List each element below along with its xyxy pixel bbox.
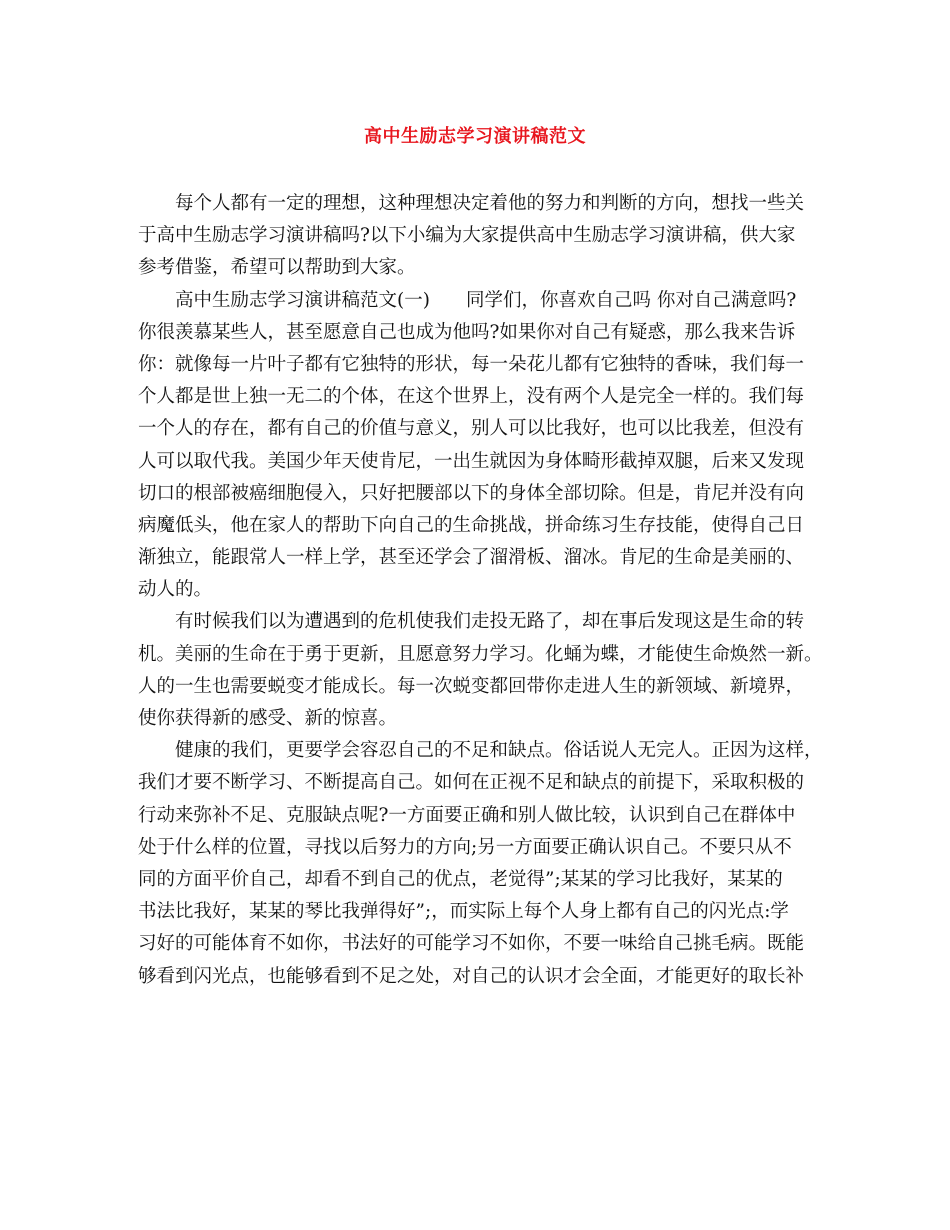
paragraph-line: 处于什么样的位置，寻找以后努力的方向;另一方面要正确认识自己。不要只从不 — [138, 836, 792, 858]
paragraph-line: 人的一生也需要蜕变才能成长。每一次蜕变都回带你走进人生的新领域、新境界， — [138, 675, 805, 697]
document-title: 高中生励志学习演讲稿范文 — [364, 126, 586, 147]
paragraph-line: 我们才要不断学习、不断提高自己。如何在正视不足和缺点的前提下，采取积极的 — [138, 772, 805, 794]
paragraph-line: 你：就像每一片叶子都有它独特的形状，每一朵花儿都有它独特的香味，我们每一 — [138, 353, 805, 375]
paragraph-line: 动人的。 — [138, 579, 213, 601]
paragraph-line: 行动来弥补不足、克服缺点呢?一方面要正确和别人做比较，认识到自己在群体中 — [138, 804, 796, 826]
paragraph-line: 个人都是世上独一无二的个体，在这个世界上，没有两个人是完全一样的。我们每 — [138, 386, 805, 408]
paragraph-line: 使你获得新的感受、新的惊喜。 — [138, 708, 398, 729]
paragraph-line: 于高中生励志学习演讲稿吗?以下小编为大家提供高中生励志学习演讲稿，供大家 — [138, 225, 796, 247]
paragraph-line: 有时候我们以为遭遇到的危机使我们走投无路了，却在事后发现这是生命的转 — [175, 611, 805, 633]
paragraph-line: 病魔低头，他在家人的帮助下向自己的生命挑战，拼命练习生存技能，使得自己日 — [138, 514, 805, 536]
paragraph-line — [138, 285, 818, 317]
paragraph-line: 参考借鉴，希望可以帮助到大家。 — [138, 257, 416, 279]
paragraph-line: 每个人都有一定的理想，这种理想决定着他的努力和判断的方向，想找一些关 — [175, 193, 805, 214]
paragraph-line: 健康的我们，更要学会容忍自己的不足和缺点。俗话说人无完人。正因为这样， — [175, 740, 823, 762]
paragraph-line: 机。美丽的生命在于勇于更新，且愿意努力学习。化蛹为蝶，才能使生命焕然一新。 — [138, 643, 823, 665]
section-heading: 高中生励志学习演讲稿范文(一) — [175, 289, 430, 311]
paragraph-line: 习好的可能体育不如你，书法好的可能学习不如你，不要一味给自己挑毛病。既能 — [138, 933, 805, 955]
document-body — [138, 188, 823, 993]
paragraph-line: 书法比我好，某某的琴比我弹得好”;，而实际上每个人身上都有自己的闪光点:学 — [138, 901, 789, 923]
paragraph-line: 同的方面平价自己，却看不到自己的优点，老觉得”;某某的学习比我好，某某的 — [138, 868, 783, 890]
paragraph-line: 切口的根部被癌细胞侵入，只好把腰部以下的身体全部切除。但是，肯尼并没有向 — [138, 482, 805, 504]
paragraph-line: 够看到闪光点，也能够看到不足之处，对自己的认识才会全面，才能更好的取长补 — [138, 965, 805, 987]
paragraph-line: 渐独立，能跟常人一样上学，甚至还学会了溜滑板、溜冰。肯尼的生命是美丽的、 — [138, 547, 805, 569]
paragraph-line: 人可以取代我。美国少年天使肯尼，一出生就因为身体畸形截掉双腿，后来又发现 — [138, 450, 805, 472]
paragraph-line: 一个人的存在，都有自己的价值与意义，别人可以比我好，也可以比我差，但没有 — [138, 418, 805, 440]
paragraph-text: 同学们，你喜欢自己吗 你对自己满意吗? — [465, 289, 797, 311]
paragraph-line: 你很羡慕某些人，甚至愿意自己也成为他吗?如果你对自己有疑惑，那么我来告诉 — [138, 321, 796, 343]
